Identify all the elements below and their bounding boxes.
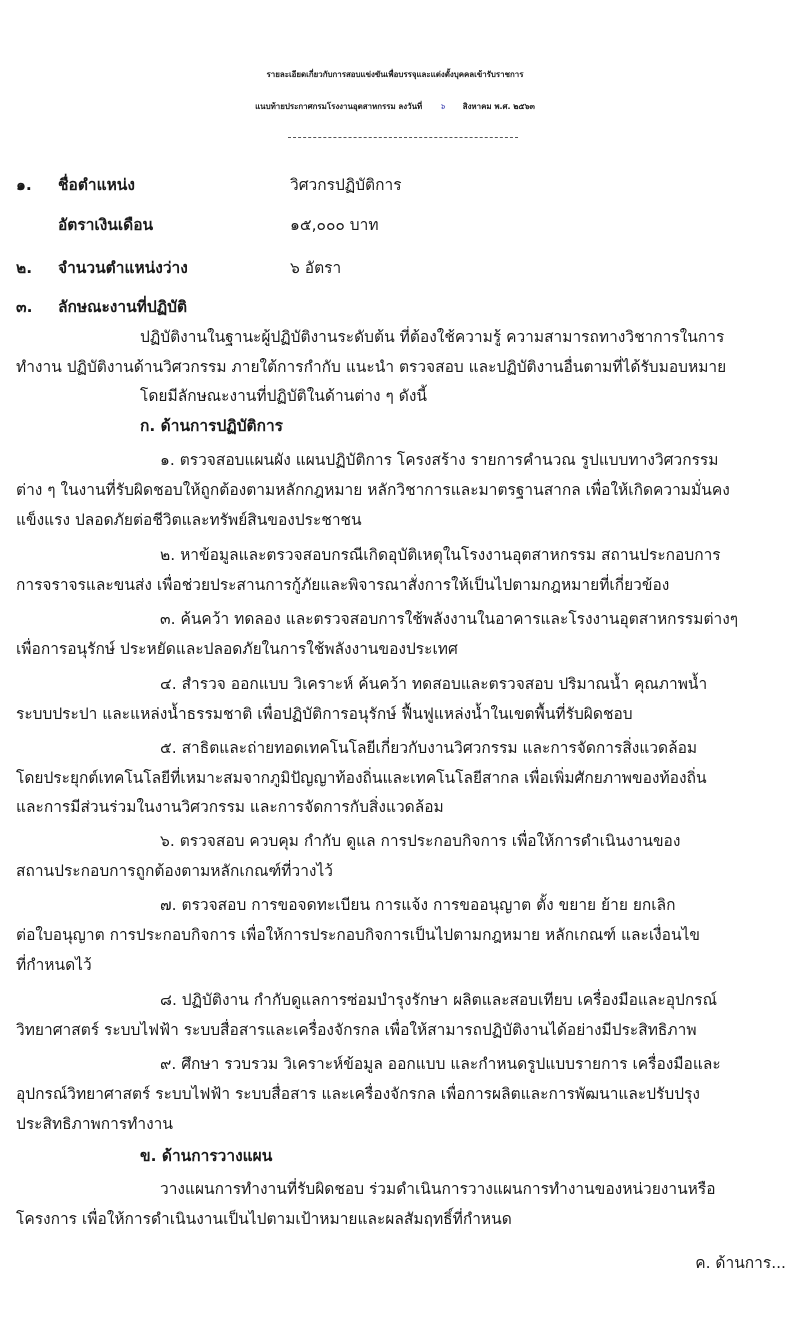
body-line: ๘. ปฏิบัติงาน กำกับดูแลการซ่อมบำรุงรักษา ผลิตและสอบเทียบ เครื่องมือและอุปกรณ์ (160, 991, 717, 1009)
field-number: ๑. (16, 176, 32, 194)
title-line2-suffix: สิงหาคม พ.ศ. ๒๕๖๓ (462, 102, 535, 111)
body-line: วางแผนการทำงานที่รับผิดชอบ ร่วมดำเนินการวางแผนการทำงานของหน่วยงานหรือ (160, 1180, 716, 1198)
section-heading-operations: ก. ด้านการปฏิบัติการ (140, 417, 284, 435)
body-line: ๖. ตรวจสอบ ควบคุม กำกับ ดูแล การประกอบกิจการ เพื่อให้การดำเนินงานของ (160, 832, 681, 850)
continuation-marker: ค. ด้านการ... (695, 1254, 786, 1272)
body-line: ทำงาน ปฏิบัติงานด้านวิศวกรรม ภายใต้การกำกับ แนะนำ ตรวจสอบ และปฏิบัติงานอื่นตามที่ได้รับมอบหมาย (16, 358, 727, 376)
title-divider (288, 137, 518, 138)
field-label: จำนวนตำแหน่งว่าง (58, 259, 188, 277)
field-number: ๓. (16, 298, 33, 316)
section-heading-planning: ข. ด้านการวางแผน (140, 1147, 273, 1165)
body-line: ต่าง ๆ ในงานที่รับผิดชอบให้ถูกต้องตามหลักกฎหมาย หลักวิชาการและมาตรฐานสากล เพื่อให้เกิดความมั่นคง (16, 481, 730, 499)
field-label: ชื่อตำแหน่ง (58, 176, 135, 194)
body-line: การจราจรและขนส่ง เพื่อช่วยประสานการกู้ภัยและพิจารณาสั่งการให้เป็นไปตามกฎหมายที่เกี่ยวข้อง (16, 576, 670, 594)
document-title-line1: รายละเอียดเกี่ยวกับการสอบแข่งขันเพื่อบรรจุและแต่งตั้งบุคคลเข้ารับราชการ (266, 70, 524, 79)
field-label: อัตราเงินเดือน (58, 216, 154, 234)
title-line2-prefix: แนบท้ายประกาศกรมโรงงานอุตสาหกรรม ลงวันที่ (255, 102, 423, 111)
field-value: ๑๕,๐๐๐ บาท (290, 216, 379, 234)
body-line: แข็งแรง ปลอดภัยต่อชีวิตและทรัพย์สินของประชาชน (16, 511, 362, 529)
body-line: ๑. ตรวจสอบแผนผัง แผนปฏิบัติการ โครงสร้าง รายการคำนวณ รูปแบบทางวิศวกรรม (160, 451, 719, 469)
field-label: ลักษณะงานที่ปฏิบัติ (58, 298, 188, 316)
body-line: ๗. ตรวจสอบ การขอจดทะเบียน การแจ้ง การขออนุญาต ตั้ง ขยาย ย้าย ยกเลิก (160, 896, 676, 914)
field-value: วิศวกรปฏิบัติการ (290, 176, 402, 194)
body-line: และการมีส่วนร่วมในงานวิศวกรรม และการจัดการกับสิ่งแวดล้อม (16, 798, 444, 816)
body-line: ๒. หาข้อมูลและตรวจสอบกรณีเกิดอุบัติเหตุในโรงงานอุตสาหกรรม สถานประกอบการ (160, 546, 721, 564)
body-line: ๔. สำรวจ ออกแบบ วิเคราะห์ ค้นคว้า ทดสอบและตรวจสอบ ปริมาณน้ำ คุณภาพน้ำ (160, 675, 708, 693)
body-line: โครงการ เพื่อให้การดำเนินงานเป็นไปตามเป้าหมายและผลสัมฤทธิ์ที่กำหนด (16, 1210, 512, 1228)
body-line: ๕. สาธิตและถ่ายทอดเทคโนโลยีเกี่ยวกับงานวิศวกรรม และการจัดการสิ่งแวดล้อม (160, 739, 698, 757)
body-line: เพื่อการอนุรักษ์ ประหยัดและปลอดภัยในการใช้พลังงานของประเทศ (16, 640, 458, 658)
body-line: ประสิทธิภาพการทำงาน (16, 1115, 173, 1133)
body-line: ๓. ค้นคว้า ทดลอง และตรวจสอบการใช้พลังงานในอาคารและโรงงานอุตสาหกรรมต่างๆ (160, 610, 739, 628)
document-title-line2 (0, 100, 790, 113)
body-line: ระบบประปา และแหล่งน้ำธรรมชาติ เพื่อปฏิบัติการอนุรักษ์ ฟื้นฟูแหล่งน้ำในเขตพื้นที่รับผิดชอบ (16, 705, 633, 723)
body-line: ต่อใบอนุญาต การประกอบกิจการ เพื่อให้การประกอบกิจการเป็นไปตามกฎหมาย หลักเกณฑ์ และเงื่อนไข (16, 926, 700, 944)
body-line: สถานประกอบการถูกต้องตามหลักเกณฑ์ที่วางไว้ (16, 862, 334, 880)
body-line: โดยมีลักษณะงานที่ปฏิบัติในด้านต่าง ๆ ดังนี้ (140, 387, 428, 405)
body-line: ที่กำหนดไว้ (16, 956, 92, 974)
field-number: ๒. (16, 259, 33, 277)
handwritten-day: ๖ (439, 102, 445, 111)
body-line: ๙. ศึกษา รวบรวม วิเคราะห์ข้อมูล ออกแบบ และกำหนดรูปแบบรายการ เครื่องมือและ (160, 1055, 721, 1073)
body-line: ปฏิบัติงานในฐานะผู้ปฏิบัติงานระดับต้น ที่ต้องใช้ความรู้ ความสามารถทางวิชาการในการ (140, 328, 725, 346)
field-value: ๖ อัตรา (290, 259, 342, 277)
body-line: อุปกรณ์วิทยาศาสตร์ ระบบไฟฟ้า ระบบสื่อสาร และเครื่องจักรกล เพื่อการผลิตและการพัฒนาและปรับปรุง (16, 1085, 700, 1103)
body-line: โดยประยุกต์เทคโนโลยีที่เหมาะสมจากภูมิปัญญาท้องถิ่นและเทคโนโลยีสากล เพื่อเพิ่มศักยภาพของท้องถิ่น (16, 769, 707, 787)
body-line: วิทยาศาสตร์ ระบบไฟฟ้า ระบบสื่อสารและเครื่องจักรกล เพื่อให้สามารถปฏิบัติงานได้อย่างมีประสิทธิภาพ (16, 1021, 697, 1039)
